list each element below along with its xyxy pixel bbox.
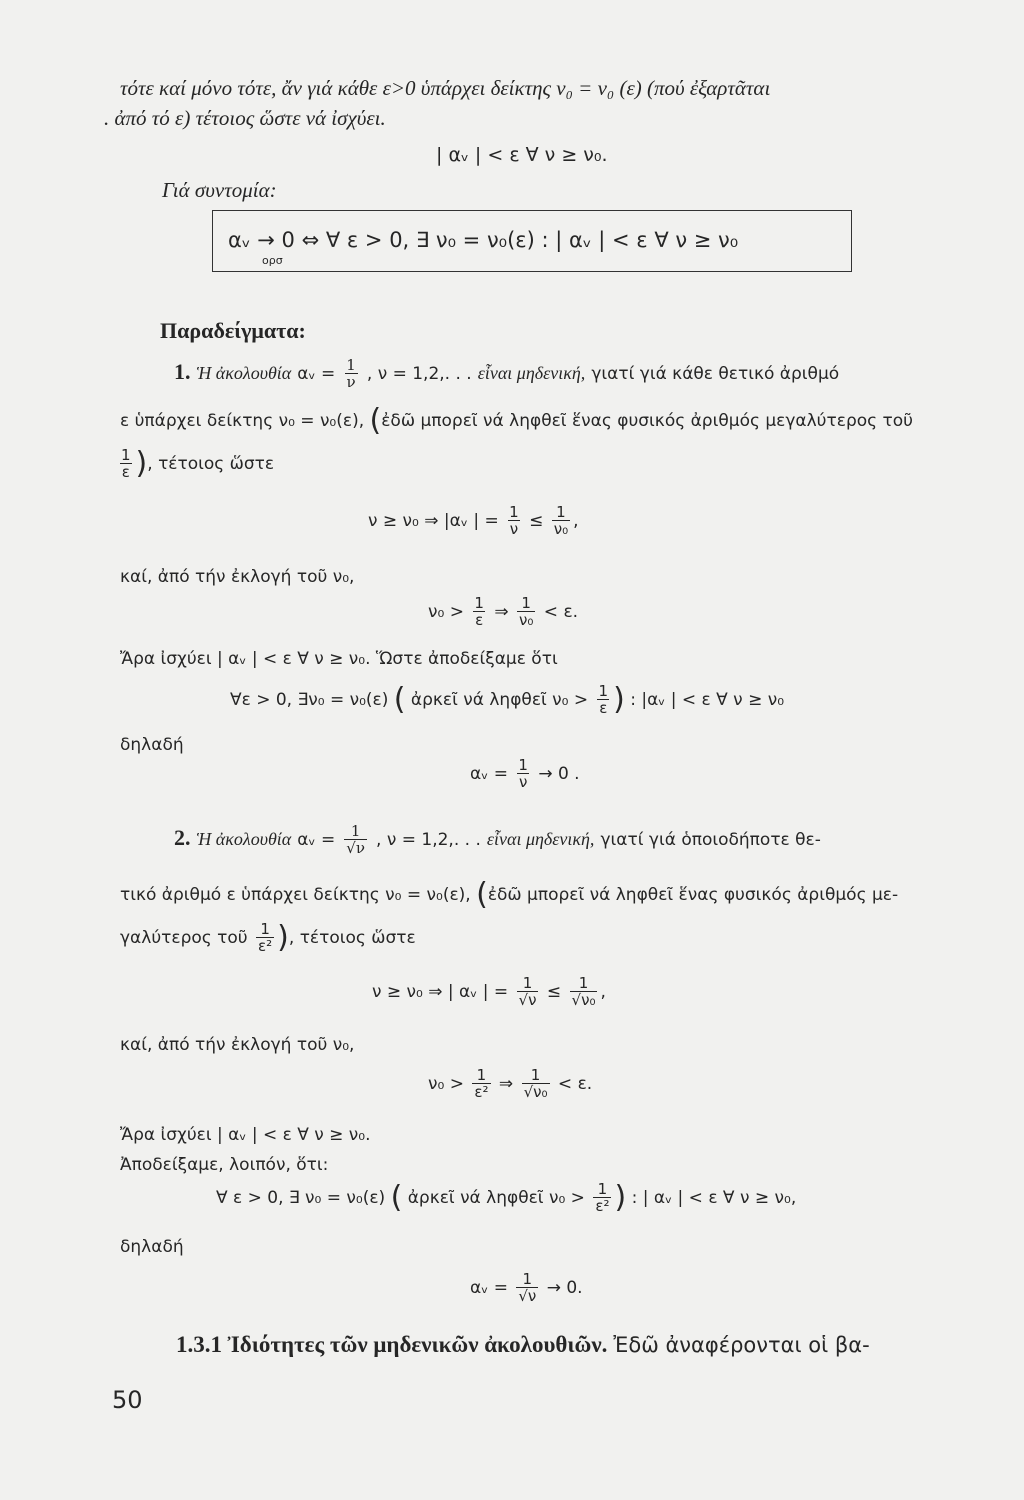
fraction: $\frac{1}{\varepsilon}$ bbox=[121, 446, 131, 481]
math-text: , ν = 1,2,. . . bbox=[366, 364, 472, 384]
example-2-eq-4 bbox=[470, 1272, 583, 1304]
text: γιατί γιά κάθε θετικό ἀριθμό bbox=[591, 364, 840, 384]
example-1-eq-1: ν ≥ ν₀ ⇒ |αᵥ | = $\frac{1}{\nu}$ ≤ $\frac{1}{\text{ν₀}}$ , bbox=[368, 503, 579, 538]
example-1-eq-2 bbox=[428, 596, 578, 628]
example-number: 2. bbox=[174, 825, 191, 850]
fraction: $\frac{1}{√\nu}$ bbox=[518, 974, 537, 1009]
paren: ) bbox=[613, 682, 625, 717]
math-text: ν ≥ ν₀ ⇒ | αᵥ | = bbox=[372, 982, 509, 1002]
fraction: $\frac{1}{\varepsilon}$ bbox=[598, 682, 609, 717]
math-text: < ε. bbox=[557, 1074, 593, 1094]
example-2-line-5: καί, ἀπό τήν ἐκλογή τοῦ ν₀, bbox=[120, 1035, 355, 1055]
example-2-eq-1: ν ≥ ν₀ ⇒ | αᵥ | = $\frac{1}{√\nu}$ ≤ $\frac{1}{\text{√ν₀}}$ , bbox=[372, 974, 606, 1009]
example-2-line-3 bbox=[120, 922, 416, 954]
example-2-line-7: Ἄρα ἰσχύει | αᵥ | < ε ∀ ν ≥ ν₀. bbox=[120, 1125, 371, 1145]
paren: ( bbox=[369, 403, 382, 438]
fraction: $\frac{1}{\nu}$ bbox=[509, 503, 519, 538]
math-text: : |αᵥ | < ε ∀ ν ≥ ν₀ bbox=[630, 690, 785, 710]
fraction: $\frac{1}{\varepsilon}$ bbox=[474, 594, 484, 629]
math-text: ≤ bbox=[529, 511, 544, 531]
fraction: $\frac{1}{\text{ν₀}}$ bbox=[518, 594, 534, 629]
text: ἐδῶ μπορεῖ νά ληφθεῖ ἕνας φυσικός ἀριθμός μεγαλύτερος τοῦ bbox=[381, 411, 913, 431]
math-text: ν₀ > bbox=[428, 602, 464, 622]
fraction: $\frac{1}{\nu}$ bbox=[346, 356, 356, 391]
italic-text: Ἡ ἀκολουθία bbox=[196, 363, 292, 383]
math-line: | αᵥ | < ε ∀ ν ≥ ν₀. bbox=[436, 144, 608, 166]
math-text: αᵥ = bbox=[470, 764, 508, 784]
example-1-line-1 bbox=[174, 358, 839, 390]
examples-heading: Παραδείγματα: bbox=[160, 318, 306, 343]
example-2-eq-3 bbox=[216, 1182, 796, 1214]
example-2-line-2 bbox=[120, 877, 899, 912]
example-1-eq-3 bbox=[230, 684, 784, 716]
fraction: $\frac{1}{\text{√ν₀}}$ bbox=[523, 1066, 548, 1101]
definition-subscript: ορσ bbox=[262, 254, 283, 267]
example-1-line-5: καί, ἀπό τήν ἐκλογή τοῦ ν₀, bbox=[120, 567, 355, 587]
example-1-line-9: δηλαδή bbox=[120, 735, 184, 755]
math-text: ἀρκεῖ νά ληφθεῖ ν₀ > bbox=[407, 1188, 585, 1208]
example-1-eq-4 bbox=[470, 758, 580, 790]
math-text: ἀρκεῖ νά ληφθεῖ ν₀ > bbox=[410, 690, 589, 710]
example-2-line-1 bbox=[174, 824, 821, 856]
paren: ) bbox=[135, 446, 148, 481]
example-2-eq-2 bbox=[428, 1068, 592, 1100]
section-heading: 1.3.1 Ἰδιότητες τῶν μηδενικῶν ἀκολουθιῶν. bbox=[176, 1332, 608, 1357]
text: Ἐδῶ ἀναφέρονται οἱ βα- bbox=[613, 1333, 870, 1357]
fraction: $\frac{1}{\text{ε²}}$ bbox=[258, 920, 273, 955]
math-text: , ν = 1,2,. . . bbox=[376, 830, 481, 850]
text: , τέτοιος ὥστε bbox=[147, 454, 275, 474]
example-1-line-3 bbox=[116, 448, 274, 480]
paren: ) bbox=[277, 920, 289, 955]
math-text: < ε. bbox=[543, 602, 579, 622]
fraction: $\frac{1}{\text{√ν₀}}$ bbox=[571, 974, 596, 1009]
italic-text: Ἡ ἀκολουθία bbox=[196, 829, 292, 849]
math-text: ν₀ > bbox=[428, 1074, 464, 1094]
math-text: ∀ ε > 0, ∃ ν₀ = ν₀(ε) bbox=[216, 1188, 386, 1208]
text-line: . ἀπό τό ε) τέτοιος ὥστε νά ἰσχύει. bbox=[104, 106, 386, 130]
text: γαλύτερος τοῦ bbox=[120, 928, 248, 948]
fraction: $\frac{1}{√\nu}$ bbox=[518, 1270, 537, 1305]
math-text: ≤ bbox=[546, 982, 562, 1002]
italic-text: εἶναι μηδενική, bbox=[486, 829, 595, 849]
math-text: : | αᵥ | < ε ∀ ν ≥ ν₀, bbox=[631, 1188, 797, 1208]
example-1-line-7: Ἄρα ἰσχύει | αᵥ | < ε ∀ ν ≥ ν₀. Ὥστε ἀποδείξαμε ὅτι bbox=[120, 649, 558, 669]
math-text: → 0. bbox=[546, 1278, 583, 1298]
paren: ) bbox=[614, 1180, 627, 1215]
paren: ( bbox=[393, 682, 406, 717]
math-text: αᵥ = bbox=[297, 364, 336, 384]
math-text: ∀ε > 0, ∃ν₀ = ν₀(ε) bbox=[230, 690, 389, 710]
definition-formula: αᵥ → 0 ⇔ ∀ ε > 0, ∃ ν₀ = ν₀(ε) : | αᵥ | < ε ∀ ν ≥ ν₀ bbox=[228, 228, 739, 252]
paren: ( bbox=[476, 877, 488, 912]
text: τικό ἀριθμό ε ὑπάρχει δείκτης ν₀ = ν₀(ε), bbox=[120, 885, 471, 905]
text: γιατί γιά ὁποιοδήποτε θε- bbox=[600, 830, 821, 850]
example-2-line-10: δηλαδή bbox=[120, 1237, 184, 1257]
text: ε ὑπάρχει δείκτης ν₀ = ν₀(ε), bbox=[120, 411, 365, 431]
text-line: Γιά συντομία: bbox=[162, 178, 277, 202]
example-number: 1. bbox=[174, 359, 191, 384]
text: ἐδῶ μπορεῖ νά ληφθεῖ ἕνας φυσικός ἀριθμός με- bbox=[487, 885, 899, 905]
text-line: τότε καί μόνο τότε, ἄν γιά κάθε ε>0 ὑπάρχει δείκτης ν₀ = ν₀ (ε) (πού ἐξαρτᾶται bbox=[120, 76, 771, 100]
fraction: $\frac{1}{√\nu}$ bbox=[346, 822, 365, 857]
math-text: ⇒ bbox=[498, 1074, 514, 1094]
page-number: 50 bbox=[112, 1386, 143, 1414]
italic-text: εἶναι μηδενική, bbox=[477, 363, 586, 383]
example-2-line-8: Ἀποδείξαμε, λοιπόν, ὅτι: bbox=[120, 1155, 329, 1175]
example-1-line-2 bbox=[120, 403, 913, 438]
section-heading-line bbox=[176, 1332, 870, 1358]
math-text: αᵥ = bbox=[297, 830, 336, 850]
text: , τέτοιος ὥστε bbox=[288, 928, 416, 948]
fraction: $\frac{1}{\nu}$ bbox=[518, 756, 528, 791]
fraction: $\frac{1}{\text{ε²}}$ bbox=[595, 1180, 610, 1215]
math-text: ν ≥ ν₀ ⇒ |αᵥ | = bbox=[368, 511, 499, 531]
math-text: → 0 . bbox=[538, 764, 580, 784]
paren: ( bbox=[390, 1180, 403, 1215]
fraction: $\frac{1}{\text{ε²}}$ bbox=[474, 1066, 489, 1101]
fraction: $\frac{1}{\text{ν₀}}$ bbox=[553, 503, 569, 538]
math-text: αᵥ = bbox=[470, 1278, 508, 1298]
math-text: ⇒ bbox=[494, 602, 509, 622]
